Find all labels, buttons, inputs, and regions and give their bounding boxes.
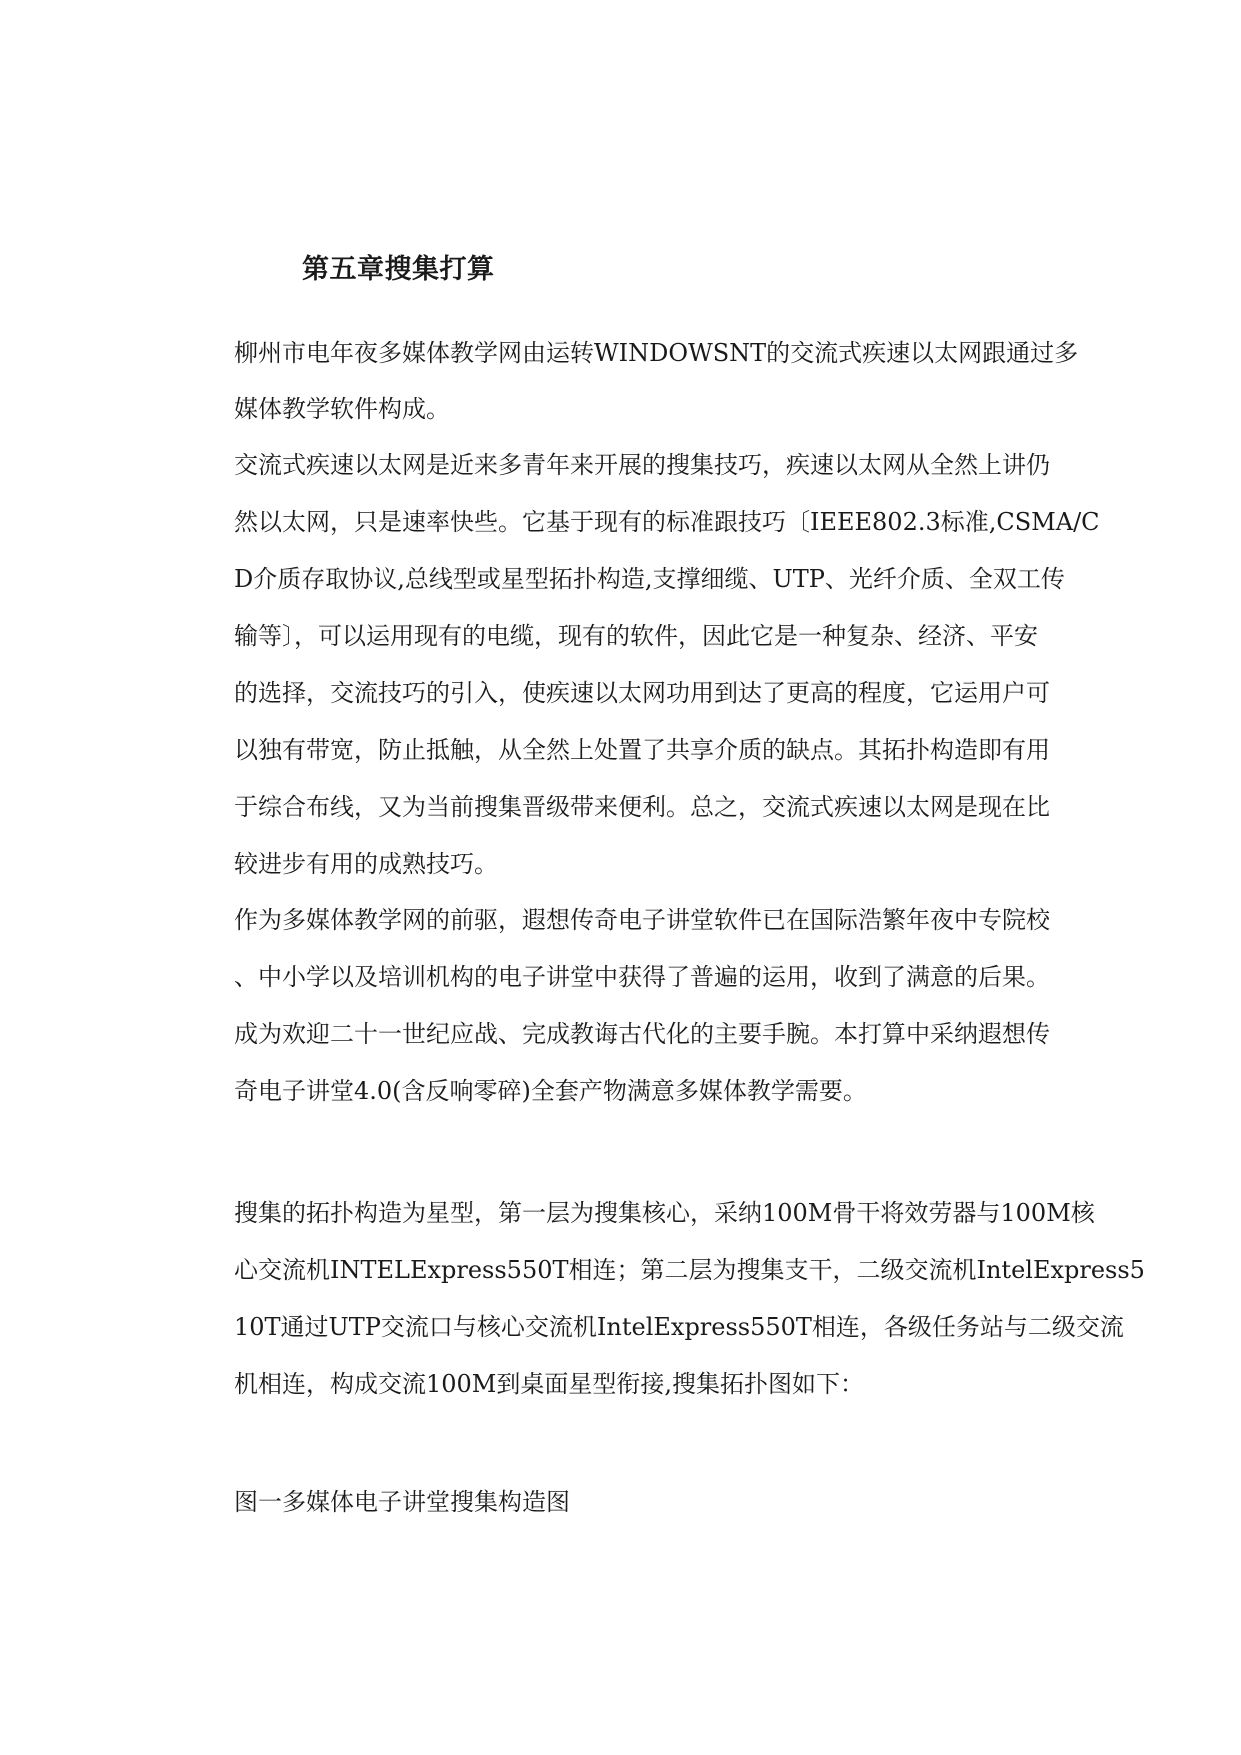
paragraph-line: 媒体教学软件构成。 (234, 395, 450, 423)
paragraph-line: 柳州市电年夜多媒体教学网由运转WINDOWSNT的交流式疾速以太网跟通过多 (234, 339, 1079, 367)
paragraph-line: 成为欢迎二十一世纪应战、完成教诲古代化的主要手腕。本打算中采纳遐想传 (234, 1020, 1050, 1048)
chapter-title: 第五章搜集打算 (302, 254, 495, 285)
paragraph-line: 、中小学以及培训机构的电子讲堂中获得了普遍的运用，收到了满意的后果。 (234, 963, 1050, 991)
paragraph-line: 搜集的拓扑构造为星型，第一层为搜集核心，采纳100M骨干将效劳器与100M核 (234, 1199, 1095, 1227)
paragraph-line: 10T通过UTP交流口与核心交流机IntelExpress550T相连，各级任务站与二级交流 (234, 1313, 1124, 1341)
paragraph-line: 于综合布线，又为当前搜集晋级带来便利。总之，交流式疾速以太网是现在比 (234, 793, 1050, 821)
paragraph-line: 作为多媒体教学网的前驱，遐想传奇电子讲堂软件已在国际浩繁年夜中专院校 (234, 906, 1050, 934)
paragraph-line: 机相连，构成交流100M到桌面星型衔接,搜集拓扑图如下： (234, 1370, 865, 1398)
paragraph-line: 奇电子讲堂4.0(含反响零碎)全套产物满意多媒体教学需要。 (234, 1077, 867, 1105)
paragraph-line: 心交流机INTELExpress550T相连；第二层为搜集支干，二级交流机IntelExpress5 (234, 1256, 1145, 1284)
paragraph-line: 以独有带宽，防止抵触，从全然上处置了共享介质的缺点。其拓扑构造即有用 (234, 736, 1050, 764)
figure-caption: 图一多媒体电子讲堂搜集构造图 (234, 1488, 570, 1516)
paragraph-line: 然以太网，只是速率快些。它基于现有的标准跟技巧〔IEEE802.3标准,CSMA/C (234, 508, 1100, 536)
paragraph-line: 输等〕，可以运用现有的电缆，现有的软件，因此它是一种复杂、经济、平安 (234, 622, 1038, 650)
paragraph-line: D介质存取协议,总线型或星型拓扑构造,支撑细缆、UTP、光纤介质、全双工传 (234, 565, 1065, 593)
paragraph-line: 较进步有用的成熟技巧。 (234, 850, 498, 878)
paragraph-line: 的选择，交流技巧的引入，使疾速以太网功用到达了更高的程度，它运用户可 (234, 679, 1050, 707)
paragraph-line: 交流式疾速以太网是近来多青年来开展的搜集技巧，疾速以太网从全然上讲仍 (234, 451, 1050, 479)
